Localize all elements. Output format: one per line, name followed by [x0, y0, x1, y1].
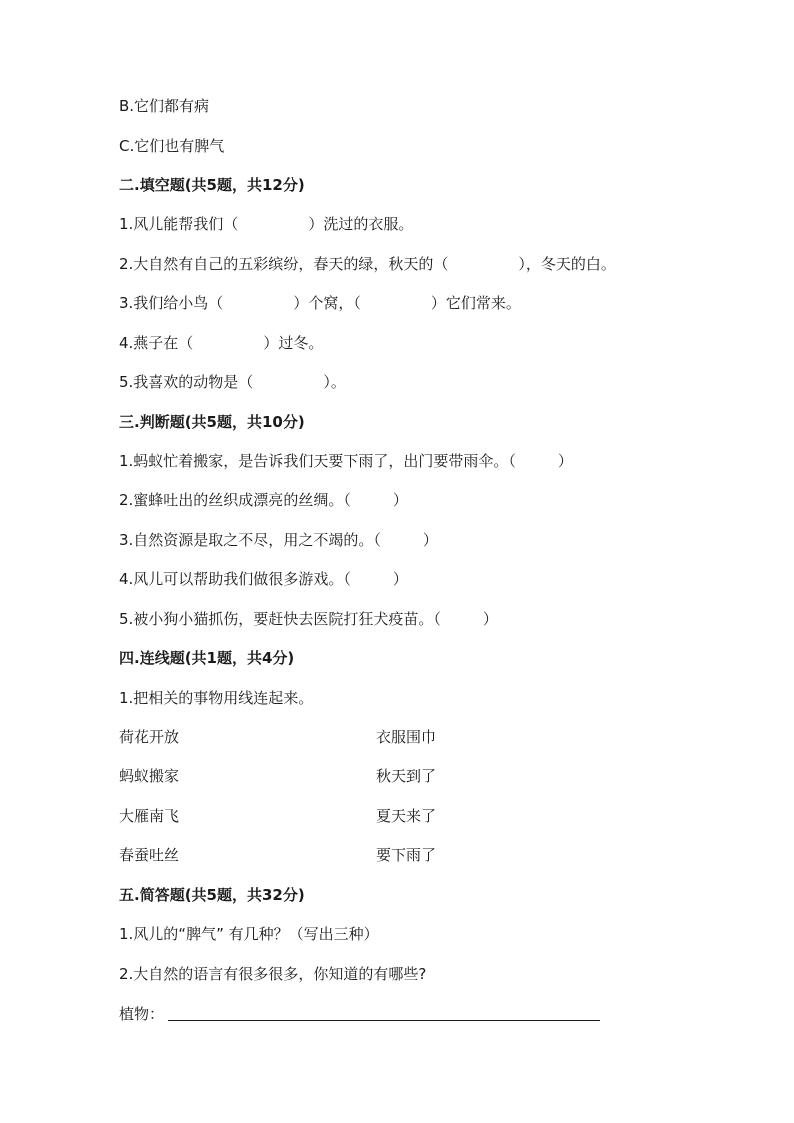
- match-right-item[interactable]: 夏天来了: [376, 807, 437, 825]
- match-left-item[interactable]: 大雁南飞: [119, 807, 180, 825]
- fill-q1-before: 1.风儿能帮我们（: [119, 215, 239, 233]
- option-b: B.它们都有病: [119, 97, 210, 115]
- option-c: C.它们也有脾气: [119, 137, 225, 155]
- fill-question-3: [119, 293, 521, 313]
- judge-q3-text: 3.自然资源是取之不尽，用之不竭的。（: [119, 531, 381, 549]
- match-left-item[interactable]: 蚂蚁搬家: [119, 767, 180, 785]
- judge-q1-close: ）: [557, 452, 573, 470]
- judge-q2-close: ）: [392, 491, 408, 509]
- fill-q1-after: ）洗过的衣服。: [308, 215, 414, 233]
- judge-q5-close: ）: [482, 610, 498, 628]
- judge-q1-text: 1.蚂蚁忙着搬家，是告诉我们天要下雨了，出门要带雨伞。（: [119, 452, 516, 470]
- fill-question-5: [119, 372, 346, 392]
- short-question-1: 1.风儿的“脾气” 有几种？（写出三种）: [119, 925, 379, 943]
- judge-question-1: [119, 451, 573, 471]
- fill-q2-before: 2.大自然有自己的五彩缤纷，春天的绿，秋天的（: [119, 255, 449, 273]
- fill-question-1: [119, 214, 413, 234]
- judge-question-5: [119, 609, 498, 629]
- match-right-item[interactable]: 衣服围巾: [376, 728, 437, 746]
- judge-q3-close: ）: [422, 531, 438, 549]
- match-question-1: 1.把相关的事物用线连起来。: [119, 689, 314, 707]
- judge-q5-text: 5.被小狗小猫抓伤，要赶快去医院打狂犬疫苗。（: [119, 610, 441, 628]
- judge-q4-close: ）: [392, 570, 408, 588]
- section4-heading: 四.连线题(共1题，共4分): [119, 649, 295, 667]
- judge-question-4: [119, 569, 408, 589]
- section5-heading: 五.简答题(共5题，共32分): [119, 886, 305, 904]
- match-right-item[interactable]: 秋天到了: [376, 767, 437, 785]
- match-right-item[interactable]: 要下雨了: [376, 846, 437, 864]
- section2-heading: 二.填空题(共5题，共12分): [119, 176, 305, 194]
- fill-q3-before: 3.我们给小鸟（: [119, 294, 224, 312]
- fill-question-4: [119, 333, 323, 353]
- fill-q5-after: ）。: [323, 373, 346, 391]
- judge-q2-text: 2.蜜蜂吐出的丝织成漂亮的丝绸。（: [119, 491, 351, 509]
- section3-heading: 三.判断题(共5题，共10分): [119, 413, 305, 431]
- match-left-item[interactable]: 荷花开放: [119, 728, 180, 746]
- fill-q5-before: 5.我喜欢的动物是（: [119, 373, 254, 391]
- judge-question-2: [119, 490, 408, 510]
- judge-question-3: [119, 530, 438, 550]
- judge-q4-text: 4.风儿可以帮助我们做很多游戏。（: [119, 570, 351, 588]
- fill-q4-after: ）过冬。: [263, 334, 324, 352]
- fill-q3-after: ）它们常来。: [430, 294, 521, 312]
- fill-q3-middle: ）个窝，（: [293, 294, 361, 312]
- fill-q4-before: 4.燕子在（: [119, 334, 194, 352]
- fill-q2-after: ），冬天的白。: [518, 255, 616, 273]
- match-left-item[interactable]: 春蚕吐丝: [119, 846, 180, 864]
- plant-answer-line[interactable]: [168, 1020, 600, 1021]
- fill-question-2: [119, 254, 616, 274]
- short-question-2: 2.大自然的语言有很多很多，你知道的有哪些?: [119, 965, 427, 983]
- plant-label: 植物：: [119, 1005, 165, 1023]
